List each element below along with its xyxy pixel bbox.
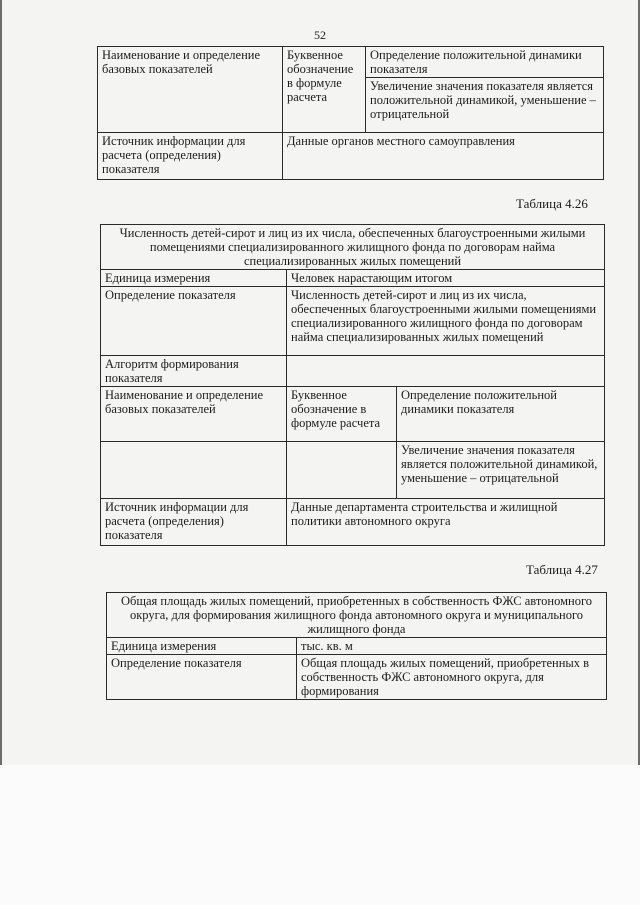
table-4-26 (100, 224, 605, 546)
positive-dynamics-header: Определение положительной динамики показателя (366, 47, 604, 78)
base-indicators-label: Наименование и определение базовых показателей (101, 387, 287, 442)
definition-value: Общая площадь жилых помещений, приобретенных в собственность ФЖС автономного округа, для формирования (297, 655, 607, 700)
blank-area (0, 765, 640, 905)
letter-notation-label: Буквенное обозначение в формуле расчета (287, 387, 397, 442)
empty-cell (287, 442, 397, 499)
definition-label: Определение показателя (101, 287, 287, 356)
unit-label: Единица измерения (107, 638, 297, 655)
unit-value: тыс. кв. м (297, 638, 607, 655)
source-value: Данные департамента строительства и жилищной политики автономного округа (287, 499, 605, 546)
algorithm-value (287, 356, 605, 387)
positive-dynamics-text: Увеличение значения показателя является положительной динамикой, уменьшение – отрицательной (366, 78, 604, 133)
letter-notation-label: Буквенное обозначение в формуле расчета (283, 47, 366, 133)
caption-table-4-26: Таблица 4.26 (516, 196, 588, 211)
table-continued (97, 46, 604, 180)
source-label: Источник информации для расчета (определения) показателя (98, 133, 283, 180)
caption-table-4-27: Таблица 4.27 (526, 562, 598, 577)
unit-label: Единица измерения (101, 270, 287, 287)
page-number: 52 (314, 28, 326, 42)
table-4-26-title: Численность детей-сирот и лиц из их числа, обеспеченных благоустроенными жилыми помещениями специализированного жилищного фонда по договорам найма специализированных жилых помещений (101, 225, 605, 270)
table-4-27-title: Общая площадь жилых помещений, приобретенных в собственность ФЖС автономного округа, для формирования жилищного фонда автономного округа и муниципального жилищного фонда (107, 593, 607, 638)
algorithm-label: Алгоритм формирования показателя (101, 356, 287, 387)
unit-value: Человек нарастающим итогом (287, 270, 605, 287)
base-indicators-label: Наименование и определение базовых показателей (98, 47, 283, 133)
source-value: Данные органов местного самоуправления (283, 133, 604, 180)
document-page (2, 0, 638, 765)
definition-value: Численность детей-сирот и лиц из их числа, обеспеченных благоустроенными жилыми помещениями специализированного жилищного фонда по договорам найма специализированных жилых помещений (287, 287, 605, 356)
positive-dynamics-header: Определение положительной динамики показателя (397, 387, 605, 442)
definition-label: Определение показателя (107, 655, 297, 700)
table-4-27 (106, 592, 607, 700)
empty-cell (101, 442, 287, 499)
positive-dynamics-text: Увеличение значения показателя является положительной динамикой, уменьшение – отрицательной (397, 442, 605, 499)
source-label: Источник информации для расчета (определения) показателя (101, 499, 287, 546)
